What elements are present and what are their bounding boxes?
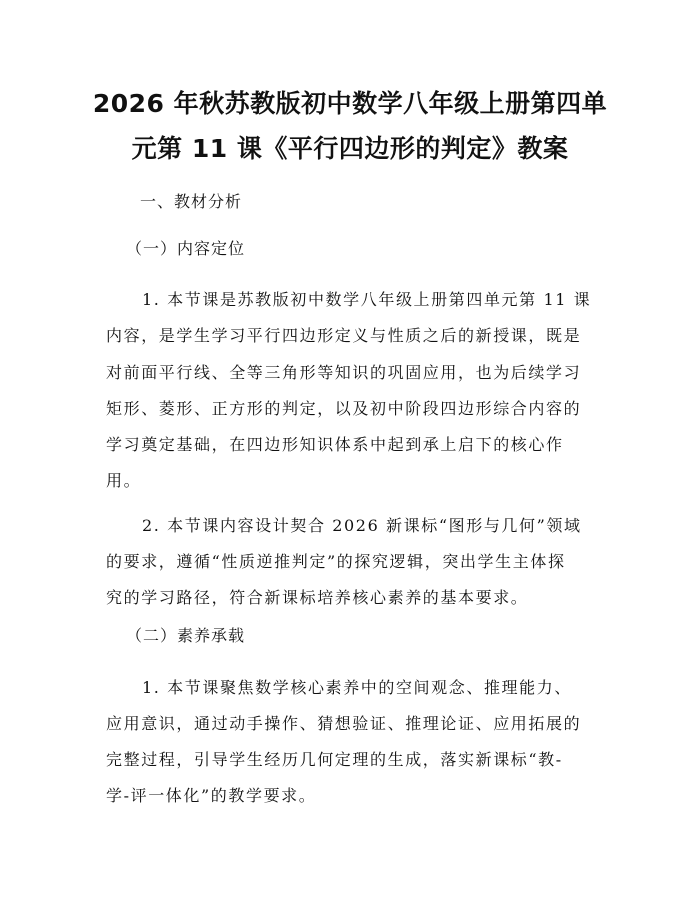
paragraph-1-line: 矩形、菱形、正方形的判定，以及初中阶段四边形综合内容的 bbox=[106, 399, 582, 418]
subsection-heading-literacy: （二）素养承载 bbox=[126, 626, 246, 645]
subsection-heading-content-positioning: （一）内容定位 bbox=[126, 239, 246, 258]
paragraph-3-line: 应用意识，通过动手操作、猜想验证、推理论证、应用拓展的 bbox=[106, 714, 582, 733]
paragraph-3-line: 学-评一体化”的教学要求。 bbox=[106, 786, 317, 805]
paragraph-2-line: 的要求，遵循“性质逆推判定”的探究逻辑，突出学生主体探 bbox=[106, 552, 566, 571]
section-heading-textbook-analysis: 一、教材分析 bbox=[140, 192, 243, 211]
document-title-line-2: 元第 11 课《平行四边形的判定》教案 bbox=[131, 134, 569, 163]
paragraph-1-line: 内容，是学生学习平行四边形定义与性质之后的新授课，既是 bbox=[106, 326, 582, 345]
paragraph-1-line: 学习奠定基础，在四边形知识体系中起到承上启下的核心作 bbox=[106, 435, 564, 454]
paragraph-3-line: 1. 本节课聚焦数学核心素养中的空间观念、推理能力、 bbox=[142, 678, 572, 697]
paragraph-1-line: 1. 本节课是苏教版初中数学八年级上册第四单元第 11 课 bbox=[142, 290, 592, 309]
paragraph-3-line: 完整过程，引导学生经历几何定理的生成，落实新课标“教- bbox=[106, 750, 563, 769]
paragraph-2-line: 究的学习路径，符合新课标培养核心素养的基本要求。 bbox=[106, 588, 529, 607]
document-title-line-1: 2026 年秋苏教版初中数学八年级上册第四单 bbox=[92, 89, 608, 118]
paragraph-2-line: 2. 本节课内容设计契合 2026 新课标“图形与几何”领域 bbox=[142, 516, 582, 535]
paragraph-1-line: 对前面平行线、全等三角形等知识的巩固应用，也为后续学习 bbox=[106, 363, 582, 382]
paragraph-1-line: 用。 bbox=[106, 471, 142, 490]
